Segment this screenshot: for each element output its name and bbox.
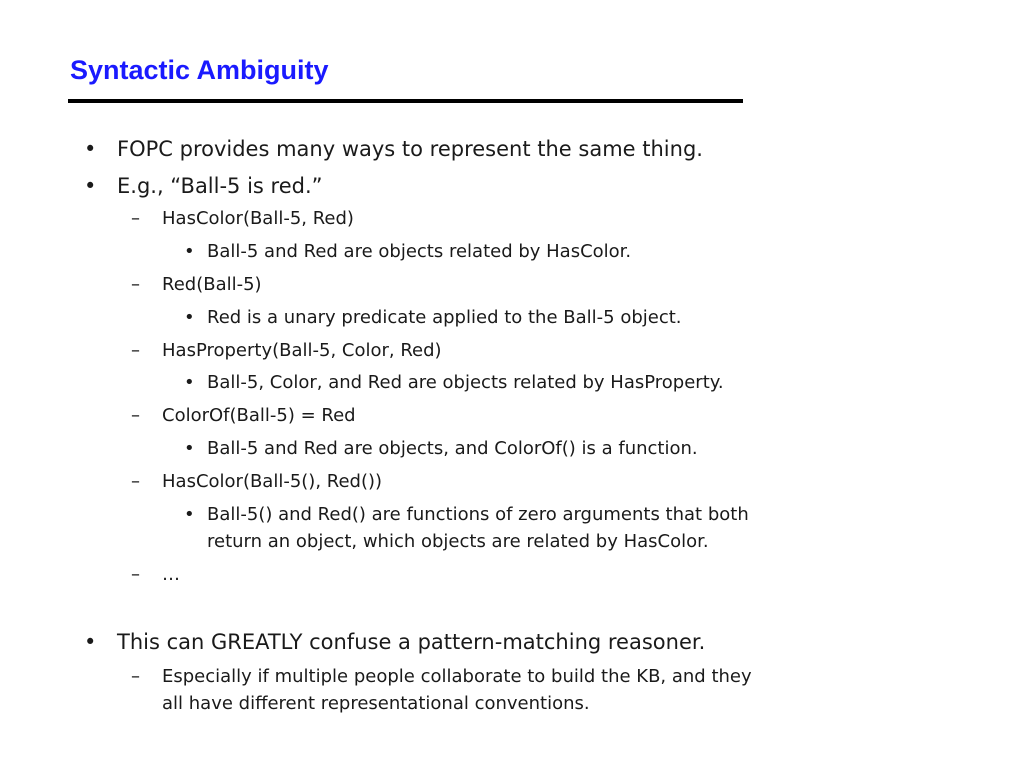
title-underline xyxy=(68,99,743,103)
sub-bullet-text: Red(Ball-5) xyxy=(162,274,262,295)
sub-bullet-text: … xyxy=(162,564,180,585)
sub-sub-bullet-text: Ball-5 and Red are objects related by HasColor. xyxy=(207,241,632,262)
slide-title: Syntactic Ambiguity xyxy=(70,55,329,85)
dash-marker: – xyxy=(131,340,140,361)
sub-bullet-text: Especially if multiple people collaborate to build the KB, and they xyxy=(162,666,752,687)
bullet-marker: • xyxy=(184,241,195,262)
bullet-marker: • xyxy=(84,137,97,161)
sub-sub-bullet-text: Red is a unary predicate applied to the Ball-5 object. xyxy=(207,307,682,328)
bullet-marker: • xyxy=(184,372,195,393)
bullet-text: This can GREATLY confuse a pattern-matching reasoner. xyxy=(117,630,706,654)
dash-marker: – xyxy=(131,208,140,229)
dash-marker: – xyxy=(131,666,140,687)
sub-bullet-text: HasProperty(Ball-5, Color, Red) xyxy=(162,340,442,361)
bullet-text: FOPC provides many ways to represent the same thing. xyxy=(117,137,703,161)
bullet-marker: • xyxy=(184,438,195,459)
bullet-marker: • xyxy=(184,307,195,328)
dash-marker: – xyxy=(131,274,140,295)
bullet-text: E.g., “Ball-5 is red.” xyxy=(117,174,323,198)
sub-sub-bullet-text: Ball-5() and Red() are functions of zero arguments that both xyxy=(207,504,749,525)
bullet-marker: • xyxy=(84,174,97,198)
sub-sub-bullet-text: Ball-5 and Red are objects, and ColorOf() is a function. xyxy=(207,438,698,459)
sub-bullet-text: HasColor(Ball-5(), Red()) xyxy=(162,471,383,492)
dash-marker: – xyxy=(131,471,140,492)
sub-bullet-text-continued: all have different representational conventions. xyxy=(162,693,590,714)
dash-marker: – xyxy=(131,405,140,426)
dash-marker: – xyxy=(131,564,140,585)
sub-bullet-text: ColorOf(Ball-5) = Red xyxy=(162,405,356,426)
sub-sub-bullet-text-continued: return an object, which objects are related by HasColor. xyxy=(207,531,709,552)
sub-sub-bullet-text: Ball-5, Color, and Red are objects related by HasProperty. xyxy=(207,372,724,393)
sub-bullet-text: HasColor(Ball-5, Red) xyxy=(162,208,354,229)
bullet-marker: • xyxy=(184,504,195,525)
bullet-marker: • xyxy=(84,630,97,654)
